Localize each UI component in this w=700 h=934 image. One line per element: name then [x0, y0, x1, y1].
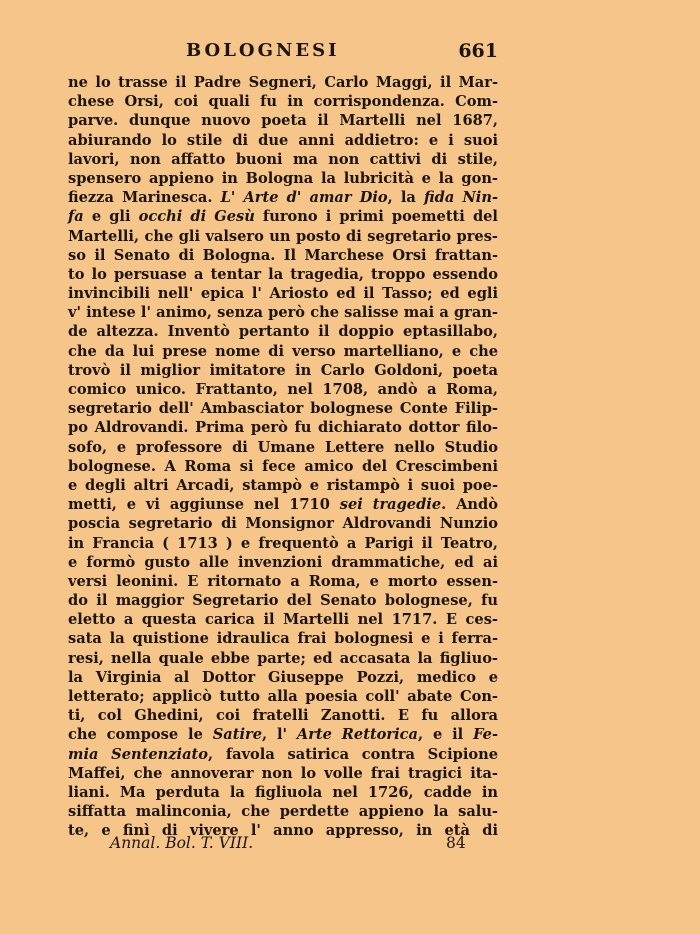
- text-line: [68, 111, 498, 130]
- text-run: lavori, non affatto buoni ma non cattivi di stile,: [68, 150, 498, 168]
- text-run: parve. dunque nuovo poeta il Martelli nel 1687,: [68, 112, 498, 130]
- text-run: po Aldrovandi. Prima però fu dichiarato dottor filo-: [68, 419, 498, 437]
- sheet-number: 84: [446, 834, 466, 852]
- italic-title: occhi di Gesù: [138, 208, 255, 226]
- text-line: [68, 284, 498, 303]
- text-run: abiurando lo stile di due anni addietro: e i suoi: [68, 131, 498, 149]
- text-run: segretario dell' Ambasciator bolognese Conte Filip-: [68, 400, 498, 418]
- text-run: versi leonini. E ritornato a Roma, e morto essen-: [68, 572, 498, 590]
- text-line: [68, 745, 498, 764]
- text-line: [68, 553, 498, 572]
- text-line: [68, 514, 498, 533]
- text-run: letterato; applicò tutto alla poesia coll' abate Con-: [68, 688, 498, 705]
- text-line: [68, 591, 498, 610]
- text-run: ne lo trasse il Padre Segneri, Carlo Maggi, il Mar-: [68, 74, 498, 91]
- text-run: che da lui prese nome di verso martelliano, e che: [68, 342, 498, 360]
- text-line: [68, 534, 498, 553]
- text-line: [68, 802, 498, 821]
- text-line: [68, 725, 498, 744]
- text-run: liani. Ma perduta la figliuola nel 1726, cadde in: [68, 783, 498, 801]
- text-line: [68, 418, 498, 437]
- text-run: do il maggior Segretario del Senato bolognese, fu: [68, 592, 498, 610]
- text-run: trovò il miglior imitatore in Carlo Goldoni, poeta: [68, 361, 498, 379]
- text-line: [68, 361, 498, 380]
- text-run: to lo persuase a tentar la tragedia, troppo essendo: [68, 265, 498, 283]
- text-run: furono i primi poemetti del: [254, 208, 498, 226]
- text-line: [68, 188, 498, 207]
- text-run: eletto a questa carica il Martelli nel 1717. E ces-: [68, 611, 498, 629]
- body-text: [68, 73, 498, 841]
- text-run: , e il: [418, 726, 474, 744]
- text-run: bolognese. A Roma si fece amico del Crescimbeni: [68, 457, 498, 475]
- text-line: [68, 322, 498, 341]
- text-line: [68, 150, 498, 169]
- text-run: v' intese l' animo, senza però che salisse mai a gran-: [68, 304, 498, 322]
- text-line: [68, 227, 498, 246]
- text-line: [68, 706, 498, 725]
- text-run: che compose le: [68, 726, 213, 744]
- text-run: e formò gusto alle invenzioni drammatiche, ed ai: [68, 553, 498, 571]
- text-line: [68, 764, 498, 783]
- text-run: ti, col Ghedini, coi fratelli Zanotti. E fu allora: [68, 707, 498, 725]
- italic-title: sei tragedie: [339, 496, 442, 514]
- text-line: [68, 131, 498, 150]
- text-line: [68, 169, 498, 188]
- text-run: comico unico. Frattanto, nel 1708, andò a Roma,: [68, 381, 498, 398]
- text-line: [68, 495, 498, 514]
- text-line: [68, 687, 498, 706]
- text-line: [68, 92, 498, 111]
- text-line: [68, 629, 498, 648]
- text-line: [68, 399, 498, 418]
- italic-title: fa: [68, 208, 84, 226]
- text-run: de altezza. Inventò pertanto il doppio eptasillabo,: [68, 323, 498, 341]
- running-head: [68, 40, 498, 66]
- text-run: poscia segretario di Monsignor Aldrovandi Nunzio: [68, 515, 498, 533]
- text-run: metti, e vi aggiunse nel 1710: [68, 496, 340, 514]
- text-run: so il Senato di Bologna. Il Marchese Orsi frattan-: [68, 246, 498, 264]
- text-line: [68, 649, 498, 668]
- italic-title: mia Sentenziato: [68, 745, 209, 763]
- text-run: invincibili nell' epica l' Ariosto ed il Tasso; ed egli: [68, 285, 498, 303]
- text-run: , l': [262, 726, 297, 744]
- italic-title: Fe-: [473, 726, 498, 744]
- page-number: 661: [458, 40, 498, 62]
- text-run: resi, nella quale ebbe parte; ed accasata la figliuo-: [68, 649, 498, 667]
- text-run: la Virginia al Dottor Giuseppe Pozzi, medico e: [68, 668, 498, 686]
- italic-title: fida Nin-: [424, 189, 499, 207]
- text-run: Martelli, che gli valsero un posto di segretario pres-: [68, 227, 498, 245]
- text-run: siffatta malinconia, che perdette appieno la salu-: [68, 803, 498, 821]
- volume-signature: Annal. Bol. T. VIII.: [110, 834, 254, 852]
- text-run: in Francia ( 1713 ) e frequentò a Parigi il Teatro,: [68, 534, 498, 552]
- text-line: [68, 265, 498, 284]
- text-line: [68, 303, 498, 322]
- text-run: e degli altri Arcadi, stampò e ristampò i suoi poe-: [68, 476, 498, 494]
- text-run: sata la quistione idraulica frai bolognesi e i ferra-: [68, 630, 498, 648]
- text-run: . Andò: [441, 496, 498, 514]
- text-line: [68, 572, 498, 591]
- text-line: [68, 207, 498, 226]
- text-line: [68, 783, 498, 802]
- text-run: spensero appieno in Bologna la lubricità e la gon-: [68, 169, 498, 187]
- running-title: BOLOGNESI: [186, 40, 340, 61]
- italic-title: Satire: [212, 726, 263, 744]
- text-run: , la: [387, 189, 425, 207]
- text-line: [68, 246, 498, 265]
- text-line: [68, 438, 498, 457]
- text-line: [68, 73, 498, 92]
- text-run: sofo, e professore di Umane Lettere nello Studio: [68, 438, 498, 456]
- page-footer: [68, 834, 498, 856]
- text-line: [68, 457, 498, 476]
- text-run: fiezza Marinesca.: [68, 189, 221, 207]
- text-run: , favola satirica contra Scipione: [208, 745, 498, 763]
- text-line: [68, 668, 498, 687]
- text-line: [68, 610, 498, 629]
- text-run: chese Orsi, coi quali fu in corrispondenza. Com-: [68, 93, 498, 111]
- text-line: [68, 342, 498, 361]
- italic-title: Arte Rettorica: [296, 726, 418, 744]
- italic-title: L' Arte d' amar Dio: [220, 189, 388, 207]
- text-run: te, e finì di vivere l' anno appresso, in età di: [68, 822, 498, 840]
- text-line: [68, 476, 498, 495]
- text-run: e gli: [83, 208, 139, 226]
- text-line: [68, 380, 498, 399]
- text-run: Maffei, che annoverar non lo volle frai tragici ita-: [68, 764, 498, 782]
